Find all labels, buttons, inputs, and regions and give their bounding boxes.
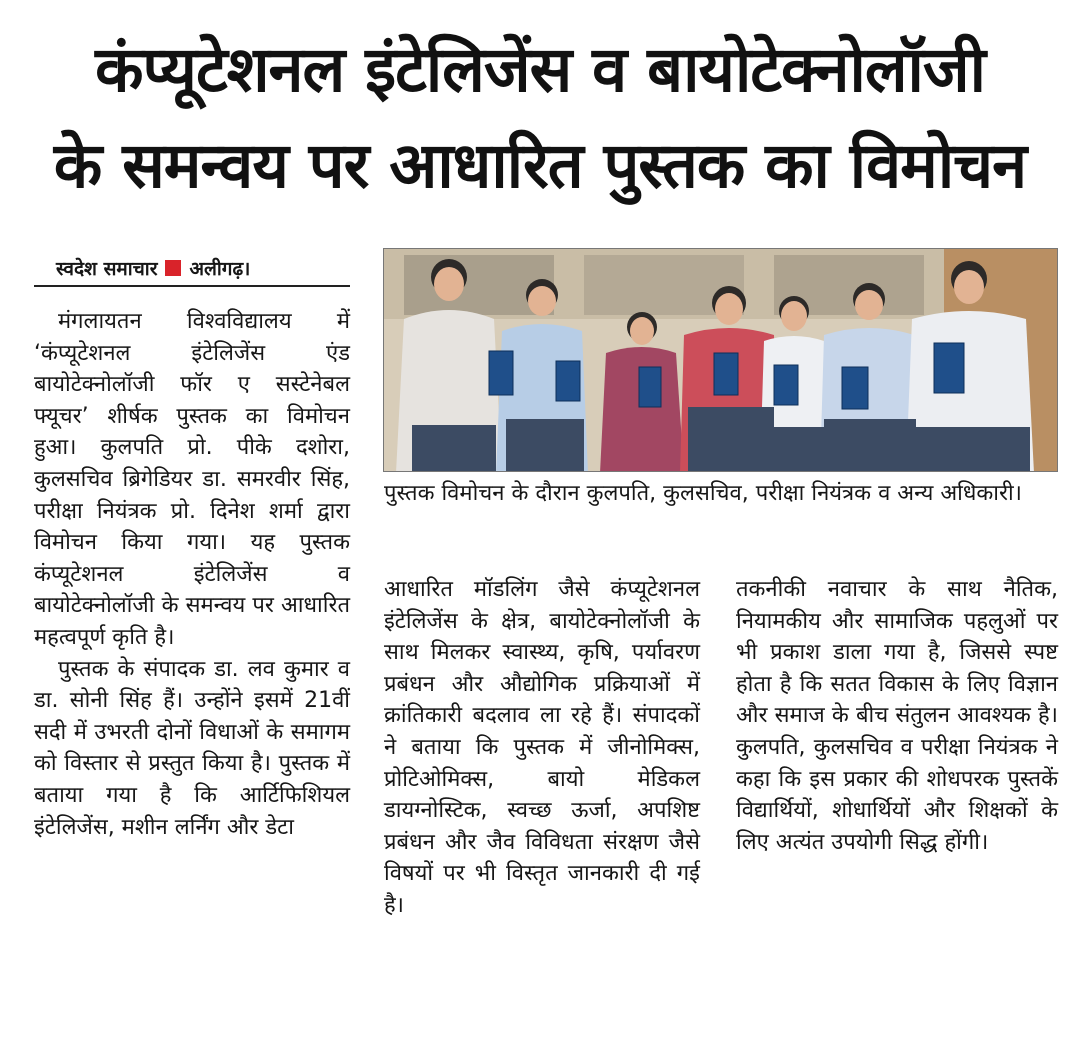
source-name: स्वदेश समाचार	[56, 258, 158, 280]
red-square-icon	[165, 260, 181, 276]
paragraph-3: आधारित मॉडलिंग जैसे कंप्यूटेशनल इंटेलिजेंस के क्षेत्र, बायोटेक्नोलॉजी के साथ मिलकर स्वास्थ्य, कृषि, पर्यावरण प्रबंधन और औद्योगिक प्रक्रियाओं में क्रांतिकारी बदलाव ला रहे हैं। संपादकों ने बताया कि पुस्तक में जीनोमिक्स, प्रोटिओमिक्स, बायो मेडिकल डायग्नोस्टिक, स्वच्छ ऊर्जा, अपशिष्ट प्रबंधन और जैव विविधता संरक्षण जैसे विषयों पर भी विस्तृत जानकारी दी गई है।	[384, 577, 700, 918]
paragraph-2: पुस्तक के संपादक डा. लव कुमार व डा. सोनी सिंह हैं। उन्होंने इसमें 21वीं सदी में उभरती दोनों विधाओं के समागम को विस्तार से प्रस्तुत किया है। पुस्तक में बताया गया है कि आर्टिफिशियल इंटेलिजेंस, मशीन लर्निंग और डेटा	[34, 656, 350, 840]
headline-line-2: के समन्वय पर आधारित पुस्तक का विमोचन	[53, 129, 1027, 202]
headline	[0, 22, 1080, 214]
book-launch-photo	[384, 249, 1058, 472]
paragraph-4: तकनीकी नवाचार के साथ नैतिक, नियामकीय और सामाजिक पहलुओं पर भी प्रकाश डाला गया है, जिससे स्पष्ट होता है कि सतत विकास के लिए विज्ञान और समाज के बीच संतुलन आवश्यक है। कुलपति, कुलसचिव व परीक्षा नियंत्रक ने कहा कि इस प्रकार की शोधपरक पुस्तकें विद्यार्थियों, शोधार्थियों और शिक्षकों के लिए अत्यंत उपयोगी सिद्ध होंगी।	[736, 577, 1058, 855]
dateline	[56, 255, 250, 281]
place-name: अलीगढ़।	[189, 258, 251, 280]
article-column-3	[736, 574, 1058, 858]
event-photo	[383, 248, 1058, 472]
article-column-2	[384, 574, 700, 922]
photo-caption: पुस्तक विमोचन के दौरान कुलपति, कुलसचिव, परीक्षा नियंत्रक व अन्य अधिकारी।	[384, 481, 1023, 506]
article-column-1	[34, 306, 350, 843]
headline-line-1: कंप्यूटेशनल इंटेलिजेंस व बायोटेक्नोलॉजी	[95, 33, 985, 106]
paragraph-1: मंगलायतन विश्वविद्यालय में ‘कंप्यूटेशनल इंटेलिजेंस एंड बायोटेक्नोलॉजी फॉर ए सस्टेनेबल फ्यूचर’ शीर्षक पुस्तक का विमोचन हुआ। कुलपति प्रो. पीके दशोरा, कुलसचिव ब्रिगेडियर डा. समरवीर सिंह, परीक्षा नियंत्रक प्रो. दिनेश शर्मा द्वारा विमोचन किया गया। यह पुस्तक कंप्यूटेशनल इंटेलिजेंस व बायोटेक्नोलॉजी के समन्वय पर आधारित महत्वपूर्ण कृति है।	[34, 309, 350, 650]
dateline-rule	[34, 285, 350, 287]
